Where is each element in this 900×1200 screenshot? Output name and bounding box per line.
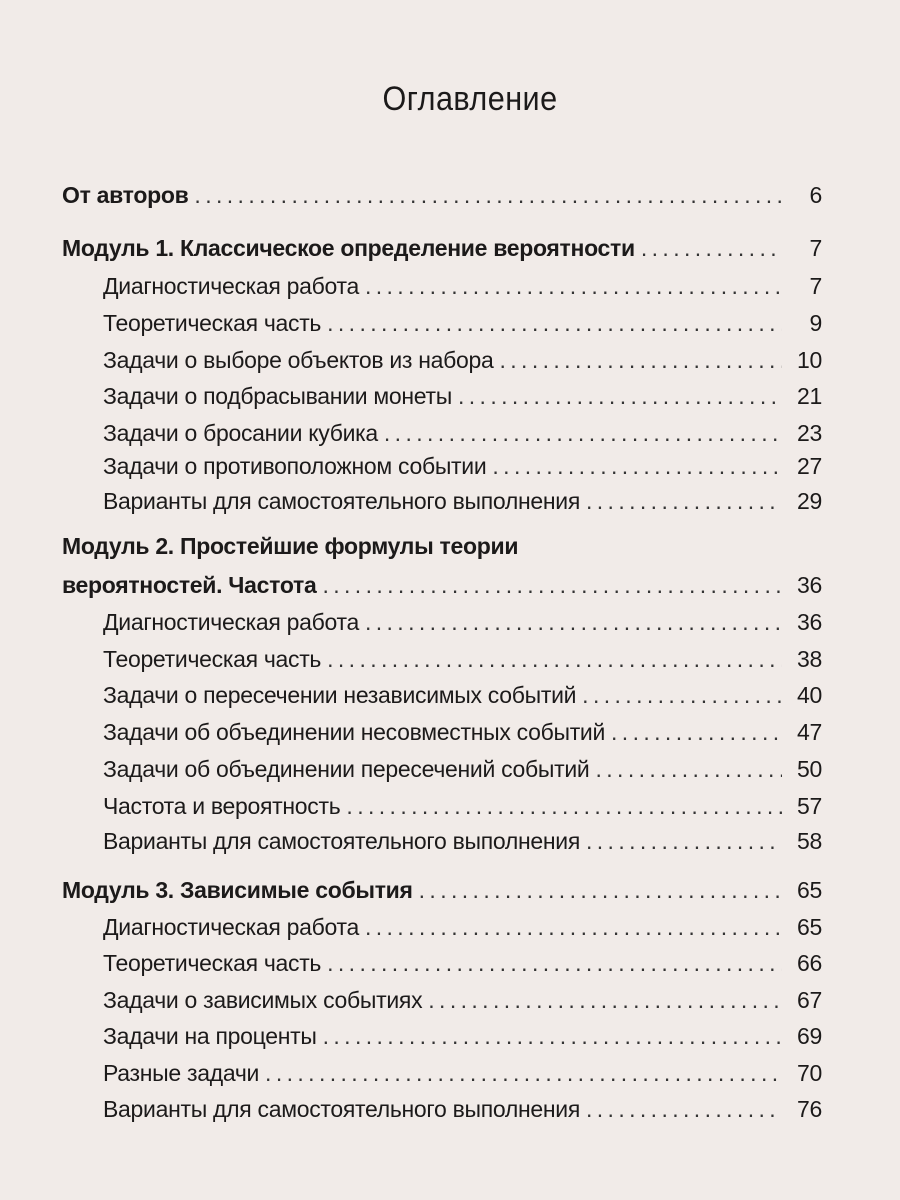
toc-entry[interactable]: [103, 985, 822, 1015]
toc-entry[interactable]: [103, 826, 822, 856]
toc-entry[interactable]: [103, 680, 822, 710]
toc-entry-label: Частота и вероятность: [103, 793, 341, 819]
dot-leader: [611, 717, 782, 747]
toc-page-number: 67: [797, 987, 822, 1013]
dot-leader: [194, 180, 782, 210]
toc-entry-label: Диагностическая работа: [103, 609, 359, 635]
toc-entry-label: Модуль 3. Зависимые события: [62, 877, 413, 903]
dot-leader: [458, 381, 782, 411]
dot-leader: [365, 271, 782, 301]
toc-page-number: 69: [797, 1023, 822, 1049]
toc-entry-label: Варианты для самостоятельного выполнения: [103, 828, 580, 854]
toc-entry[interactable]: [103, 451, 822, 481]
toc-page-number: 38: [797, 646, 822, 672]
toc-page-number: 50: [797, 756, 822, 782]
toc-entry[interactable]: [103, 948, 822, 978]
toc-page-number: 65: [797, 914, 822, 940]
toc-page-number: 36: [797, 609, 822, 635]
toc-entry-label: От авторов: [62, 182, 189, 208]
toc-entry[interactable]: [103, 1058, 822, 1088]
toc-page-number: 57: [797, 793, 822, 819]
toc-entry-label: Разные задачи: [103, 1060, 260, 1086]
toc-entry[interactable]: [103, 486, 822, 516]
toc-entry-label: Задачи о подбрасывании монеты: [103, 383, 452, 409]
toc-module-heading-line: Модуль 2. Простейшие формулы теории: [62, 533, 519, 559]
dot-leader: [323, 1021, 782, 1051]
toc-page-number: 47: [797, 719, 822, 745]
toc-page-number: 9: [809, 310, 822, 336]
toc-entry-label: Задачи о противоположном событии: [103, 453, 487, 479]
toc-entry-label: Задачи об объединении несовместных событий: [103, 719, 606, 745]
toc-page-number: 36: [797, 572, 822, 598]
toc-entry[interactable]: [103, 271, 822, 301]
page-title: Оглавление: [382, 80, 558, 118]
toc-entry-label: Варианты для самостоятельного выполнения: [103, 1096, 580, 1122]
dot-leader: [641, 233, 782, 263]
dot-leader: [327, 948, 782, 978]
toc-page-number: 76: [797, 1096, 822, 1122]
toc-page-number: 23: [797, 420, 822, 446]
toc-entry[interactable]: [103, 1021, 822, 1051]
dot-leader: [595, 754, 782, 784]
dot-leader: [582, 680, 782, 710]
dot-leader: [365, 607, 782, 637]
toc-entry-label: Задачи об объединении пересечений событий: [103, 756, 590, 782]
dot-leader: [322, 570, 782, 600]
toc-entry-label: Теоретическая часть: [103, 950, 322, 976]
toc-entry-label: Задачи о зависимых событиях: [103, 987, 423, 1013]
dot-leader: [586, 486, 782, 516]
toc-entry-label: Диагностическая работа: [103, 273, 359, 299]
toc-page-number: 7: [809, 273, 822, 299]
toc-entry-label: вероятностей. Частота: [62, 572, 317, 598]
toc-page-number: 29: [797, 488, 822, 514]
toc-page-number: 65: [797, 877, 822, 903]
toc-entry-label: Варианты для самостоятельного выполнения: [103, 488, 580, 514]
toc-module-entry[interactable]: [62, 233, 822, 263]
dot-leader: [384, 418, 782, 448]
dot-leader: [492, 451, 782, 481]
dot-leader: [327, 644, 782, 674]
toc-entry[interactable]: [103, 607, 822, 637]
toc-page-number: 7: [809, 235, 822, 261]
toc-entry-label: Теоретическая часть: [103, 646, 322, 672]
toc-entry[interactable]: [103, 644, 822, 674]
dot-leader: [586, 826, 782, 856]
toc-entry[interactable]: [103, 791, 822, 821]
dot-leader: [265, 1058, 782, 1088]
toc-entry-label: Модуль 1. Классическое определение вероятности: [62, 235, 635, 261]
toc-entry-label: Теоретическая часть: [103, 310, 322, 336]
toc-page-number: 10: [797, 347, 822, 373]
toc-entry-label: Задачи на проценты: [103, 1023, 317, 1049]
dot-leader: [346, 791, 782, 821]
toc-module-entry[interactable]: [62, 570, 822, 600]
toc-entry[interactable]: [103, 345, 822, 375]
dot-leader: [586, 1094, 782, 1124]
dot-leader: [327, 308, 782, 338]
toc-entry-label: Задачи о бросании кубика: [103, 420, 378, 446]
toc-page-number: 21: [797, 383, 822, 409]
toc-entry[interactable]: [103, 418, 822, 448]
toc-entry-label: Задачи о пересечении независимых событий: [103, 682, 577, 708]
toc-module-entry[interactable]: [62, 875, 822, 905]
toc-module-entry[interactable]: [62, 180, 822, 210]
toc-page-number: 40: [797, 682, 822, 708]
toc-page-number: 27: [797, 453, 822, 479]
toc-page-number: 70: [797, 1060, 822, 1086]
toc-entry[interactable]: [103, 381, 822, 411]
toc-page-number: 58: [797, 828, 822, 854]
dot-leader: [365, 912, 782, 942]
toc-entry[interactable]: [103, 1094, 822, 1124]
toc-entry-label: Диагностическая работа: [103, 914, 359, 940]
toc-page-number: 6: [809, 182, 822, 208]
toc-entry[interactable]: [103, 912, 822, 942]
dot-leader: [419, 875, 782, 905]
toc-page-number: 66: [797, 950, 822, 976]
toc-entry-label: Задачи о выборе объектов из набора: [103, 347, 494, 373]
toc-entry[interactable]: [103, 754, 822, 784]
dot-leader: [428, 985, 782, 1015]
toc-entry[interactable]: [103, 308, 822, 338]
toc-entry[interactable]: [103, 717, 822, 747]
dot-leader: [499, 345, 782, 375]
